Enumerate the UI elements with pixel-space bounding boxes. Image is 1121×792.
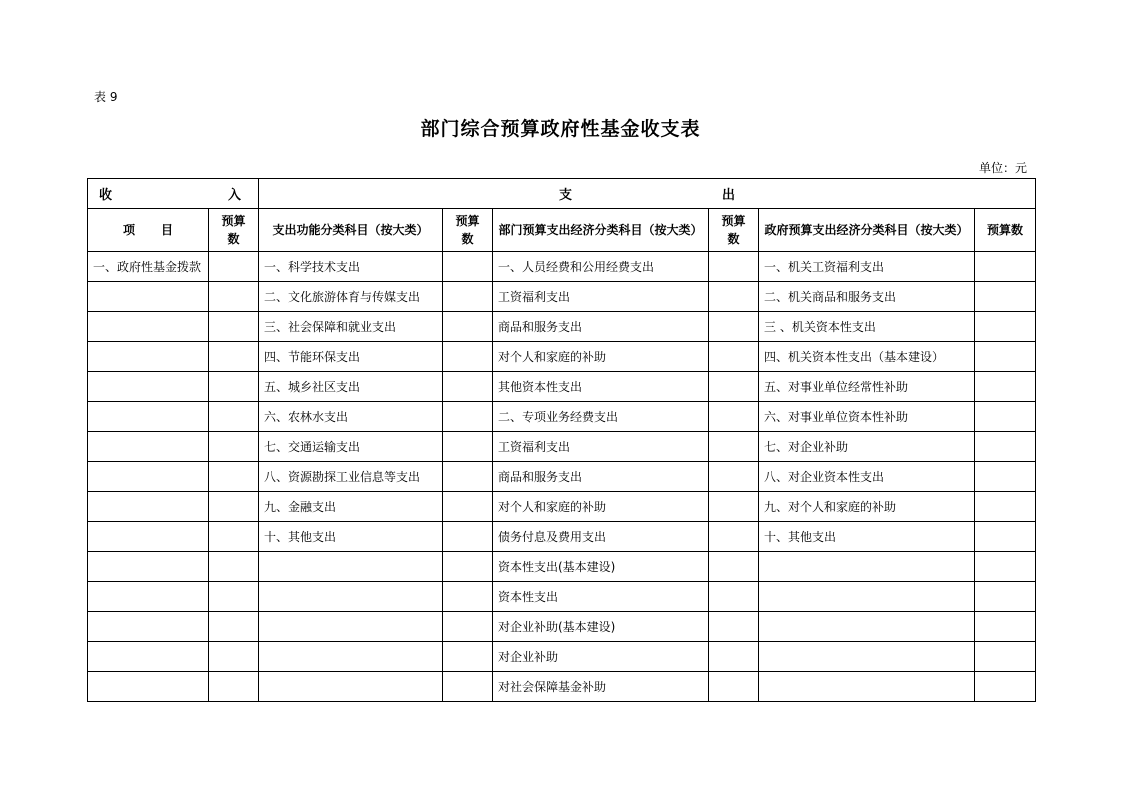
dept-econ-cell: 对个人和家庭的补助 [493, 492, 709, 522]
dept-budget-cell [709, 522, 759, 552]
func-budget-cell [443, 672, 493, 702]
dept-budget-cell [709, 612, 759, 642]
gov-econ-cell [759, 642, 975, 672]
dept-econ-cell: 工资福利支出 [493, 282, 709, 312]
func-class-cell: 三、社会保障和就业支出 [259, 312, 443, 342]
gov-econ-cell: 四、机关资本性支出（基本建设） [759, 342, 975, 372]
func-class-cell: 十、其他支出 [259, 522, 443, 552]
income-budget-cell [209, 432, 259, 462]
gov-budget-cell [975, 492, 1036, 522]
gov-econ-cell [759, 612, 975, 642]
dept-econ-cell: 资本性支出 [493, 582, 709, 612]
dept-budget-cell [709, 492, 759, 522]
func-class-cell [259, 612, 443, 642]
dept-econ-cell: 资本性支出(基本建设) [493, 552, 709, 582]
func-class-cell [259, 672, 443, 702]
gov-budget-cell [975, 642, 1036, 672]
gov-econ-cell: 十、其他支出 [759, 522, 975, 552]
table-row [88, 612, 1036, 642]
header-budget-gov: 预算数 [975, 209, 1036, 252]
gov-econ-cell: 八、对企业资本性支出 [759, 462, 975, 492]
dept-budget-cell [709, 642, 759, 672]
gov-budget-cell [975, 582, 1036, 612]
budget-table [87, 178, 1036, 702]
dept-econ-cell: 工资福利支出 [493, 432, 709, 462]
dept-econ-cell: 一、人员经费和公用经费支出 [493, 252, 709, 282]
dept-budget-cell [709, 582, 759, 612]
gov-budget-cell [975, 372, 1036, 402]
income-item-cell: 一、政府性基金拨款 [88, 252, 209, 282]
table-row [88, 342, 1036, 372]
gov-econ-cell: 九、对个人和家庭的补助 [759, 492, 975, 522]
dept-econ-cell: 二、专项业务经费支出 [493, 402, 709, 432]
income-item-cell [88, 522, 209, 552]
gov-budget-cell [975, 342, 1036, 372]
gov-budget-cell [975, 402, 1036, 432]
dept-econ-cell: 其他资本性支出 [493, 372, 709, 402]
table-row [88, 432, 1036, 462]
gov-budget-cell [975, 612, 1036, 642]
func-budget-cell [443, 492, 493, 522]
income-label-left: 收 [99, 188, 113, 203]
dept-budget-cell [709, 342, 759, 372]
page-title: 部门综合预算政府性基金收支表 [420, 118, 701, 140]
gov-econ-cell: 五、对事业单位经常性补助 [759, 372, 975, 402]
income-budget-cell [209, 552, 259, 582]
income-budget-cell [209, 462, 259, 492]
func-class-cell: 二、文化旅游体育与传媒支出 [259, 282, 443, 312]
dept-econ-cell: 债务付息及费用支出 [493, 522, 709, 552]
gov-budget-cell [975, 522, 1036, 552]
dept-budget-cell [709, 312, 759, 342]
dept-budget-cell [709, 432, 759, 462]
dept-econ-cell: 对社会保障基金补助 [493, 672, 709, 702]
expense-label-right: 出 [722, 188, 736, 203]
dept-econ-cell: 对企业补助(基本建设) [493, 612, 709, 642]
income-item-cell [88, 372, 209, 402]
income-section-header [88, 179, 259, 209]
gov-budget-cell [975, 312, 1036, 342]
income-item-cell [88, 462, 209, 492]
func-class-cell [259, 552, 443, 582]
income-budget-cell [209, 492, 259, 522]
dept-budget-cell [709, 252, 759, 282]
gov-econ-cell: 三 、机关资本性支出 [759, 312, 975, 342]
header-budget-income: 预算数 [209, 209, 259, 252]
expense-label-left: 支 [558, 188, 572, 203]
gov-econ-cell [759, 582, 975, 612]
dept-econ-cell: 对个人和家庭的补助 [493, 342, 709, 372]
income-item-cell [88, 432, 209, 462]
table-row [88, 642, 1036, 672]
func-budget-cell [443, 252, 493, 282]
dept-budget-cell [709, 402, 759, 432]
income-budget-cell [209, 282, 259, 312]
income-item-cell [88, 612, 209, 642]
table-row [88, 282, 1036, 312]
table-row [88, 582, 1036, 612]
dept-budget-cell [709, 372, 759, 402]
income-item-cell [88, 402, 209, 432]
func-class-cell: 八、资源勘探工业信息等支出 [259, 462, 443, 492]
gov-econ-cell: 二、机关商品和服务支出 [759, 282, 975, 312]
gov-econ-cell: 七、对企业补助 [759, 432, 975, 462]
gov-budget-cell [975, 672, 1036, 702]
func-class-cell: 四、节能环保支出 [259, 342, 443, 372]
income-budget-cell [209, 642, 259, 672]
func-budget-cell [443, 642, 493, 672]
gov-budget-cell [975, 432, 1036, 462]
header-item: 项目 [88, 209, 209, 252]
func-class-cell [259, 642, 443, 672]
func-budget-cell [443, 312, 493, 342]
table-row [88, 462, 1036, 492]
func-budget-cell [443, 522, 493, 552]
header-dept-econ-class: 部门预算支出经济分类科目（按大类） [493, 209, 709, 252]
column-header-row [88, 209, 1036, 252]
func-budget-cell [443, 612, 493, 642]
income-budget-cell [209, 252, 259, 282]
func-class-cell: 一、科学技术支出 [259, 252, 443, 282]
gov-econ-cell [759, 672, 975, 702]
income-label-right: 入 [227, 188, 241, 203]
table-body [88, 252, 1036, 702]
dept-budget-cell [709, 672, 759, 702]
income-item-cell [88, 282, 209, 312]
gov-econ-cell [759, 552, 975, 582]
table-row [88, 252, 1036, 282]
dept-budget-cell [709, 462, 759, 492]
table-row [88, 492, 1036, 522]
header-gov-econ-class: 政府预算支出经济分类科目（按大类） [759, 209, 975, 252]
income-item-cell [88, 312, 209, 342]
dept-budget-cell [709, 552, 759, 582]
func-budget-cell [443, 462, 493, 492]
func-class-cell: 五、城乡社区支出 [259, 372, 443, 402]
income-item-cell [88, 552, 209, 582]
gov-budget-cell [975, 552, 1036, 582]
dept-econ-cell: 商品和服务支出 [493, 312, 709, 342]
table-row [88, 672, 1036, 702]
income-budget-cell [209, 342, 259, 372]
func-budget-cell [443, 552, 493, 582]
income-item-cell [88, 492, 209, 522]
func-class-cell: 六、农林水支出 [259, 402, 443, 432]
income-budget-cell [209, 522, 259, 552]
income-budget-cell [209, 582, 259, 612]
income-budget-cell [209, 402, 259, 432]
gov-budget-cell [975, 282, 1036, 312]
func-budget-cell [443, 342, 493, 372]
income-item-cell [88, 582, 209, 612]
section-header-row [88, 179, 1036, 209]
unit-label: 单位：元 [978, 161, 1027, 175]
dept-budget-cell [709, 282, 759, 312]
func-class-cell [259, 582, 443, 612]
gov-econ-cell: 一、机关工资福利支出 [759, 252, 975, 282]
dept-econ-cell: 对企业补助 [493, 642, 709, 672]
func-budget-cell [443, 372, 493, 402]
table-row [88, 552, 1036, 582]
gov-econ-cell: 六、对事业单位资本性补助 [759, 402, 975, 432]
income-budget-cell [209, 672, 259, 702]
income-item-cell [88, 342, 209, 372]
func-budget-cell [443, 432, 493, 462]
table-row [88, 312, 1036, 342]
table-row [88, 372, 1036, 402]
func-class-cell: 九、金融支出 [259, 492, 443, 522]
header-budget-dept: 预算数 [709, 209, 759, 252]
dept-econ-cell: 商品和服务支出 [493, 462, 709, 492]
table-row [88, 402, 1036, 432]
income-item-cell [88, 642, 209, 672]
income-budget-cell [209, 612, 259, 642]
gov-budget-cell [975, 462, 1036, 492]
header-func-class: 支出功能分类科目（按大类） [259, 209, 443, 252]
func-class-cell: 七、交通运输支出 [259, 432, 443, 462]
func-budget-cell [443, 282, 493, 312]
func-budget-cell [443, 582, 493, 612]
income-item-cell [88, 672, 209, 702]
table-number: 表 9 [94, 90, 118, 104]
header-budget-func: 预算数 [443, 209, 493, 252]
func-budget-cell [443, 402, 493, 432]
income-budget-cell [209, 372, 259, 402]
table-row [88, 522, 1036, 552]
gov-budget-cell [975, 252, 1036, 282]
income-budget-cell [209, 312, 259, 342]
expense-section-header [259, 179, 1036, 209]
